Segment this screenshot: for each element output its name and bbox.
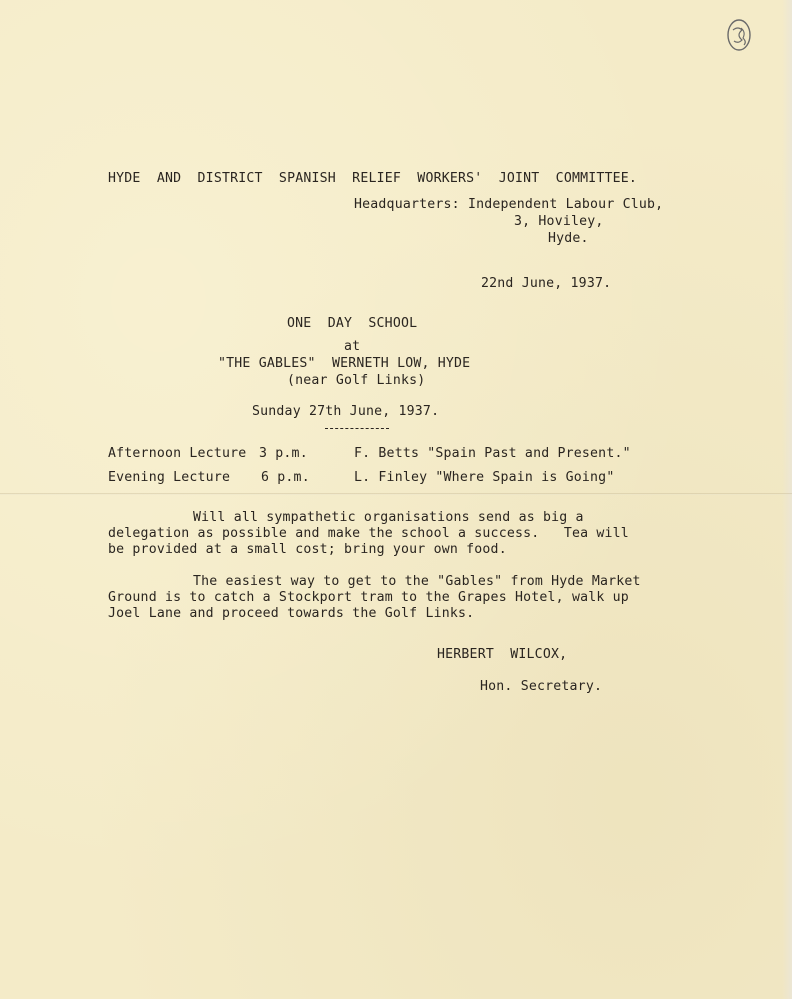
paragraph-1-line-1: Will all sympathetic organisations send as big a — [193, 510, 584, 525]
paragraph-2-line-3: Joel Lane and proceed towards the Golf Links. — [108, 606, 475, 621]
event-title: ONE DAY SCHOOL — [287, 316, 418, 331]
signature-name: HERBERT WILCOX, — [437, 647, 568, 662]
lecture-session: Evening Lecture — [108, 470, 231, 485]
address-line-2: 3, Hoviley, — [514, 214, 604, 229]
paragraph-2-line-1: The easiest way to get to the "Gables" from Hyde Market — [193, 574, 641, 589]
lecture-speaker-topic: F. Betts "Spain Past and Present." — [354, 446, 631, 461]
divider — [325, 428, 389, 429]
letter-date: 22nd June, 1937. — [481, 276, 612, 291]
lecture-time: 3 p.m. — [259, 446, 308, 461]
lecture-session: Afternoon Lecture — [108, 446, 247, 461]
address-line-3: Hyde. — [548, 231, 589, 246]
signature-role: Hon. Secretary. — [480, 679, 603, 694]
event-venue: "THE GABLES" WERNETH LOW, HYDE — [218, 356, 471, 371]
lecture-speaker-topic: L. Finley "Where Spain is Going" — [354, 470, 615, 485]
event-at: at — [344, 339, 361, 354]
paper-edge — [782, 0, 792, 999]
lecture-time: 6 p.m. — [261, 470, 310, 485]
paragraph-1-line-3: be provided at a small cost; bring your own food. — [108, 542, 507, 557]
paper-fold-crease — [0, 493, 792, 495]
paragraph-1-line-2: delegation as possible and make the school a success. Tea will — [108, 526, 629, 541]
paragraph-2-line-2: Ground is to catch a Stockport tram to the Grapes Hotel, walk up — [108, 590, 629, 605]
archive-stamp-icon — [726, 18, 752, 52]
address-line-1: Headquarters: Independent Labour Club, — [354, 197, 664, 212]
committee-title: HYDE AND DISTRICT SPANISH RELIEF WORKERS' JOINT COMMITTEE. — [108, 171, 638, 186]
event-date: Sunday 27th June, 1937. — [252, 404, 440, 419]
event-venue-note: (near Golf Links) — [287, 373, 426, 388]
